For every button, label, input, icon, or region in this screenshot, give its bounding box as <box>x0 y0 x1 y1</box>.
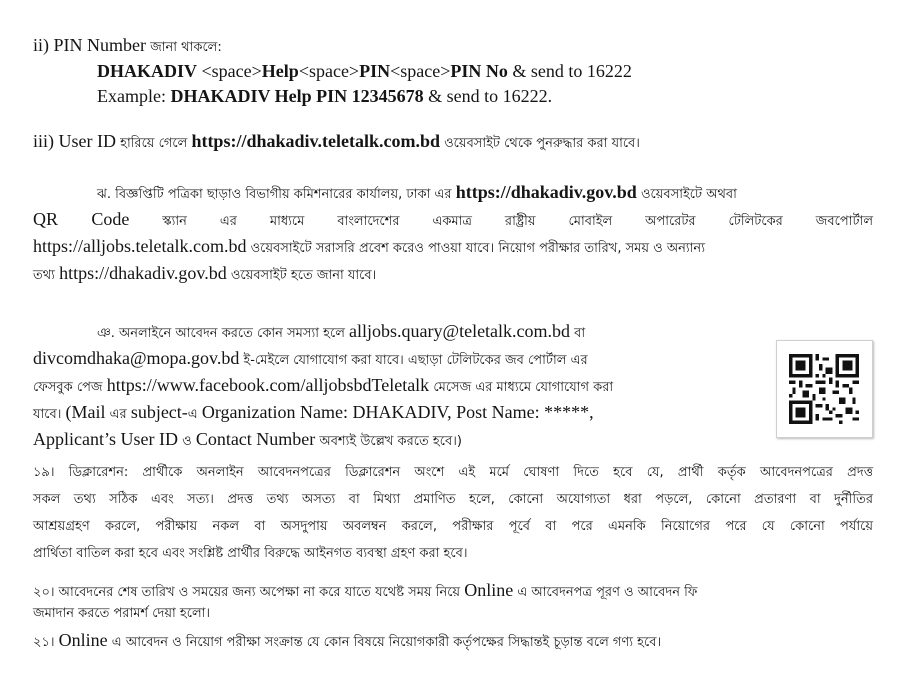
example-send-to: & send to 16222. <box>423 86 553 106</box>
qr-code-icon <box>789 354 859 424</box>
subject-label: subject- <box>130 402 188 422</box>
mail-label: (Mail <box>65 402 106 422</box>
para-nya-text: এ <box>187 407 202 422</box>
item-20-text: এ আবেদনপত্র পূরণ ও আবেদন ফি <box>513 585 698 600</box>
item-ii-suffix: জানা থাকলে: <box>145 40 222 55</box>
para-jha-text: ওয়েবসাইটে সরাসরি প্রবেশ করেও পাওয়া যাবে। নিয়োগ পরীক্ষার তারিখ, সময় ও অন্যান্য <box>246 241 705 256</box>
para-jha-text: ওয়েবসাইটে অথবা <box>636 187 737 202</box>
item-19-line-3: আশ্রয়গ্রহণ করলে, পরীক্ষায় নকল বা অসদুপায় অবলম্বন করলে, পরীক্ষার পূর্বে বা পরে এমনকি নিয়োগের পরে যে কোনো পর্যায়ে <box>33 519 873 534</box>
para-nya-line-4 <box>33 402 594 423</box>
sms-space-1: <space> <box>197 61 262 81</box>
recovery-link[interactable]: https://dhakadiv.teletalk.com.bd <box>191 131 440 151</box>
alljobs-email-link[interactable]: alljobs.quary@teletalk.com.bd <box>349 321 571 341</box>
organization-post-name: Organization Name: DHAKADIV, Post Name: *****, <box>201 402 594 422</box>
example-message: DHAKADIV Help PIN 12345678 <box>170 86 424 106</box>
sms-pin-no: PIN No <box>450 61 508 81</box>
para-jha-text: স্ক্যান এর মাধ্যমে বাংলাদেশের একমাত্র রাষ্ট্রীয় মোবাইল অপারেটর টেলিটকের জবপোর্টাল <box>129 214 874 229</box>
online-label: Online <box>58 630 108 650</box>
item-20-line-1 <box>33 580 697 601</box>
online-label: Online <box>464 580 514 600</box>
para-jha-text: ঝ. বিজ্ঞপ্তিটি পত্রিকা ছাড়াও বিভাগীয় কমিশনারের কার্যালয়, ঢাকা এর <box>97 187 456 202</box>
para-nya-text: ও <box>177 434 196 449</box>
para-nya-line-5 <box>33 429 462 450</box>
para-nya-text: ফেসবুক পেজ <box>33 380 107 395</box>
item-19-line-2: সকল তথ্য সঠিক এবং সত্য। প্রদত্ত তথ্য অসত্য বা মিথ্যা প্রমাণিত হলে, কোনো অযোগ্যতা ধরা পড়লে, কোনো প্রতারণা বা দুর্নীতির <box>33 492 873 507</box>
sms-send-to: & send to 16222 <box>507 61 632 81</box>
para-nya-line-2 <box>33 348 588 369</box>
alljobs-link[interactable]: https://alljobs.teletalk.com.bd <box>33 236 247 256</box>
para-nya-text: এর <box>105 407 131 422</box>
para-nya-line-3 <box>33 375 613 396</box>
item-ii-heading <box>33 35 222 56</box>
example-label: Example: <box>97 86 171 106</box>
contact-number: Contact Number <box>195 429 316 449</box>
para-nya-text: বা <box>570 326 586 341</box>
applicant-user-id: Applicant’s User ID <box>33 429 178 449</box>
para-nya-text: ই-মেইলে যোগাযোগ করা যাবে। এছাড়া টেলিটকের জব পোর্টাল এর <box>239 353 588 368</box>
item-21-number: ২১। <box>33 635 59 650</box>
item-19-line-4: প্রার্থিতা বাতিল করা হবে এবং সংশ্লিষ্ট প্রার্থীর বিরুদ্ধে আইনগত ব্যবস্থা গ্রহণ করা হবে। <box>33 546 468 561</box>
qr-code-label: QR Code <box>33 209 130 229</box>
para-nya-text: ঞ. অনলাইনে আবেদন করতে কোন সমস্যা হলে <box>97 326 350 341</box>
sms-help: Help <box>261 61 299 81</box>
sms-space-2: <space> <box>298 61 360 81</box>
para-nya-text: যাবে। <box>33 407 66 422</box>
item-21-text: এ আবেদন ও নিয়োগ পরীক্ষা সংক্রান্ত যে কোন বিষয়ে নিয়োগকারী কর্তৃপক্ষের সিদ্ধান্তই চূড়ান্ত বলে গণ্য হবে। <box>107 635 662 650</box>
sms-format-line <box>97 61 632 82</box>
dhakadiv-gov-link[interactable]: https://dhakadiv.gov.bd <box>455 182 637 202</box>
item-ii-prefix: ii) PIN Number <box>33 35 146 55</box>
para-nya-text: মেসেজ এর মাধ্যমে যোগাযোগ করা <box>429 380 614 395</box>
para-nya-line-1 <box>97 321 585 342</box>
sms-example-line <box>97 86 552 107</box>
divcom-email-link[interactable]: divcomdhaka@mopa.gov.bd <box>33 348 240 368</box>
para-jha-line-3 <box>33 236 705 257</box>
item-19-line-1: ১৯। ডিক্লারেশন: প্রার্থীকে অনলাইন আবেদনপত্রের ডিক্লারেশন অংশে এই মর্মে ঘোষণা দিতে হবে যে, প্রার্থী কর্তৃক আবেদনপত্রের প্রদত্ত <box>33 465 873 480</box>
sms-keyword: DHAKADIV <box>97 61 198 81</box>
para-nya-text: অবশ্যই উল্লেখ করতে হবে।) <box>315 434 462 449</box>
dhakadiv-gov-link-2[interactable]: https://dhakadiv.gov.bd <box>59 263 227 283</box>
item-21 <box>33 630 661 651</box>
para-jha-text: তথ্য <box>33 268 60 283</box>
qr-code-image <box>776 340 873 438</box>
item-iii-text-2: ওয়েবসাইট থেকে পুনরুদ্ধার করা যাবে। <box>439 136 640 151</box>
item-20-text: ২০। আবেদনের শেষ তারিখ ও সময়ের জন্য অপেক্ষা না করে যাতে যথেষ্ট সময় নিয়ে <box>33 585 465 600</box>
item-iii-prefix: iii) User ID <box>33 131 116 151</box>
item-iii-text-1: হারিয়ে গেলে <box>115 136 192 151</box>
para-jha-line-4 <box>33 263 376 284</box>
para-jha-line-2 <box>33 209 873 230</box>
para-jha-line-1 <box>97 182 737 203</box>
facebook-page-link[interactable]: https://www.facebook.com/alljobsbdTeletalk <box>106 375 430 395</box>
sms-space-3: <space> <box>390 61 451 81</box>
item-iii <box>33 131 640 152</box>
sms-pin: PIN <box>359 61 391 81</box>
para-jha-text: ওয়েবসাইট হতে জানা যাবে। <box>226 268 377 283</box>
item-20-line-2: জমাদান করতে পরামর্শ দেয়া হলো। <box>33 606 211 621</box>
